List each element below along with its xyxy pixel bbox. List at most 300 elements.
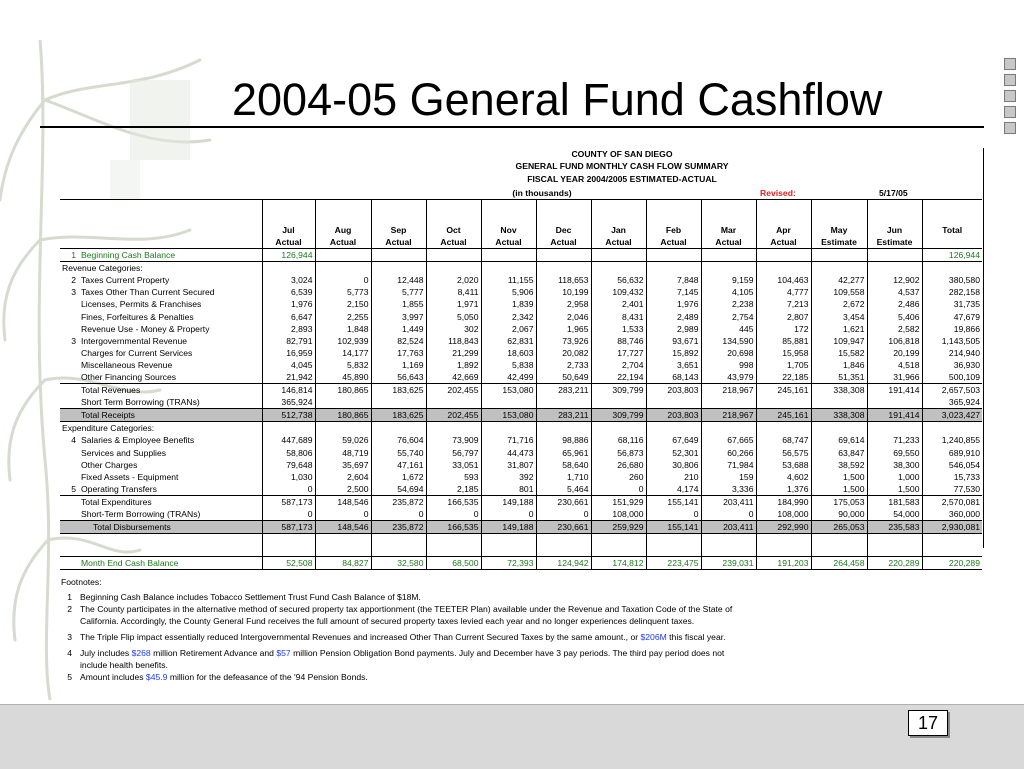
cell-value: 20,199 [867,347,922,359]
cell-value: 7,213 [756,298,811,310]
cell-value [922,262,982,275]
row-label [60,359,262,371]
cell-value: 62,831 [481,335,536,347]
cell-value [646,262,701,275]
cell-value: 2,989 [646,323,701,335]
cell-value: 183,625 [371,384,426,397]
row-label [60,495,262,508]
cell-value: 149,188 [481,521,536,534]
cell-value: 69,614 [811,434,867,446]
cell-value: 71,233 [867,434,922,446]
cell-value: 175,053 [811,495,867,508]
cell-value: 2,604 [315,471,371,483]
cell-value: 0 [262,508,315,521]
footnote-number: 1 [67,592,72,602]
cell-value [371,422,426,435]
row-label [60,286,262,298]
cell-value [591,262,646,275]
cell-value: 98,886 [536,434,591,446]
cell-value: 53,688 [756,459,811,471]
table-row [60,508,982,521]
footnote-highlight: $57 [276,648,291,658]
cell-value: 1,500 [867,483,922,496]
cell-value [591,396,646,409]
row-label [60,262,262,275]
cell-value: 36,930 [922,359,982,371]
row-number: 3 [71,287,76,298]
cell-value: 15,958 [756,347,811,359]
footnote-text: The County participates in the alternative method of secured property tax apportionment (the TEETER Plan) available under the Revenue and Taxation Code of the State of [80,604,733,614]
table-spacer [60,212,982,224]
page-number: 17 [908,710,948,736]
row-number: 5 [71,483,76,494]
footnote-number: 3 [67,632,72,642]
cell-value: 15,733 [922,471,982,483]
cell-value: 6,647 [262,310,315,322]
cell-value: 14,177 [315,347,371,359]
col-month: Nov [481,224,536,236]
cell-value: 1,533 [591,323,646,335]
footnote-highlight: $268 [131,648,151,658]
row-number: 3 [71,335,76,346]
cell-value: 108,000 [591,508,646,521]
cell-value: 42,277 [811,274,867,286]
cell-value: 191,414 [867,384,922,397]
cell-value: 148,546 [315,495,371,508]
cell-value: 72,393 [481,557,536,570]
cell-value: 118,843 [426,335,481,347]
footnotes-heading: Footnotes: [61,577,102,587]
cell-value [315,396,371,409]
cell-value: 801 [481,483,536,496]
table-top-spacer [60,200,982,213]
row-label-text: Licenses, Permits & Franchises [81,299,202,310]
col-month: Apr [756,224,811,236]
cell-value: 151,929 [591,495,646,508]
cell-value: 8,431 [591,310,646,322]
cell-value: 85,881 [756,335,811,347]
cell-value: 2,401 [591,298,646,310]
cell-value: 109,558 [811,286,867,298]
cell-value: 16,959 [262,347,315,359]
cell-value [867,249,922,262]
cell-value: 1,376 [756,483,811,496]
cell-value: 79,648 [262,459,315,471]
cell-value: 546,054 [922,459,982,471]
cell-value [591,249,646,262]
cell-value: 235,872 [371,521,426,534]
cell-value: 5,832 [315,359,371,371]
table-row [60,335,982,347]
cell-value: 309,799 [591,384,646,397]
row-label [60,298,262,310]
cell-value: 4,045 [262,359,315,371]
cell-value: 191,203 [756,557,811,570]
row-label [60,384,262,397]
footnote-highlight: $206M [640,632,667,642]
row-label-text: Total Receipts [81,410,135,421]
cell-value: 148,546 [315,521,371,534]
cell-value: 380,580 [922,274,982,286]
cashflow-table [60,199,982,570]
cell-value: 104,463 [756,274,811,286]
row-label [60,371,262,384]
footnote-text: Amount includes [80,672,146,682]
cell-value: 2,185 [426,483,481,496]
cell-value: 22,194 [591,371,646,384]
table-row [60,422,982,435]
cell-value: 73,909 [426,434,481,446]
cell-value: 15,582 [811,347,867,359]
cell-value: 82,524 [371,335,426,347]
row-label-text: Services and Supplies [81,447,167,458]
cell-value: 134,590 [701,335,756,347]
cell-value: 245,161 [756,384,811,397]
cell-value: 4,777 [756,286,811,298]
cell-value: 223,475 [646,557,701,570]
cell-value: 7,848 [646,274,701,286]
cell-value: 3,651 [646,359,701,371]
cell-value: 2,020 [426,274,481,286]
cell-value: 587,173 [262,495,315,508]
cell-value: 360,000 [922,508,982,521]
col-status: Actual [536,236,591,249]
cell-value: 73,926 [536,335,591,347]
row-label [60,521,262,534]
cell-value: 4,602 [756,471,811,483]
cell-value: 1,143,505 [922,335,982,347]
table-row [60,298,982,310]
report-header-units: (in thousands) [512,188,572,198]
cell-value: 26,680 [591,459,646,471]
cell-value: 2,570,081 [922,495,982,508]
row-label [60,409,262,422]
cell-value [756,396,811,409]
report-header-county: COUNTY OF SAN DIEGO [571,149,673,159]
footnote-text: July includes [80,648,132,658]
cell-value: 58,806 [262,447,315,459]
cell-value: 102,939 [315,335,371,347]
cell-value [481,249,536,262]
cell-value: 445 [701,323,756,335]
cell-value: 447,689 [262,434,315,446]
footnote-text: this fiscal year. [666,632,726,642]
table-row [60,371,982,384]
cell-value: 1,855 [371,298,426,310]
cell-value: 38,592 [811,459,867,471]
cell-value: 309,799 [591,409,646,422]
cell-value: 17,763 [371,347,426,359]
cell-value [867,396,922,409]
cell-value: 55,740 [371,447,426,459]
cell-value [867,262,922,275]
col-status: Estimate [867,236,922,249]
cell-value: 68,500 [426,557,481,570]
cell-value: 3,023,427 [922,409,982,422]
cell-value: 42,499 [481,371,536,384]
cell-value: 33,051 [426,459,481,471]
cell-value: 31,966 [867,371,922,384]
cell-value: 15,892 [646,347,701,359]
col-month: Sep [371,224,426,236]
cell-value: 159 [701,471,756,483]
cell-value: 90,000 [811,508,867,521]
table-right-border [983,148,984,548]
cell-value: 3,997 [371,310,426,322]
col-month: Jul [262,224,315,236]
cell-value: 172 [756,323,811,335]
cell-value [922,422,982,435]
row-label [60,323,262,335]
row-label-text: Other Financing Sources [81,371,177,382]
cell-value: 0 [315,274,371,286]
col-status [922,236,982,249]
cell-value: 220,289 [922,557,982,570]
table-row [60,447,982,459]
cell-value: 31,807 [481,459,536,471]
cell-value: 6,539 [262,286,315,298]
slide-title: 2004-05 General Fund Cashflow [232,74,883,125]
cell-value: 4,105 [701,286,756,298]
cell-value [481,262,536,275]
cell-value: 283,211 [536,384,591,397]
cell-value: 48,719 [315,447,371,459]
col-status: Estimate [811,236,867,249]
table-spacer [60,545,982,557]
table-row [60,384,982,397]
cell-value: 0 [262,483,315,496]
table-row [60,471,982,483]
cell-value [426,396,481,409]
cell-value: 51,351 [811,371,867,384]
footnote-text: million Retirement Advance and [150,648,277,658]
cell-value: 180,865 [315,409,371,422]
table-row [60,521,982,534]
cell-value: 239,031 [701,557,756,570]
cell-value: 109,432 [591,286,646,298]
section-label: Revenue Categories: [62,263,143,274]
row-label [60,447,262,459]
cell-value [371,249,426,262]
cell-value: 1,030 [262,471,315,483]
cell-value [591,422,646,435]
table-row [60,483,982,496]
cell-value: 12,902 [867,274,922,286]
cell-value: 5,773 [315,286,371,298]
cell-value: 153,080 [481,384,536,397]
cell-value: 106,818 [867,335,922,347]
cell-value: 184,990 [756,495,811,508]
cell-value: 259,929 [591,521,646,534]
cell-value: 43,979 [701,371,756,384]
cell-value: 245,161 [756,409,811,422]
row-label [60,274,262,286]
cell-value: 71,984 [701,459,756,471]
cell-value: 0 [426,508,481,521]
row-label [60,347,262,359]
cell-value: 2,489 [646,310,701,322]
cell-value: 1,839 [481,298,536,310]
row-label-text: Total Expenditures [81,496,152,507]
row-label-text: Intergovernmental Revenue [81,335,188,346]
cell-value: 146,814 [262,384,315,397]
col-status: Actual [701,236,756,249]
cell-value: 230,661 [536,521,591,534]
cell-value: 203,411 [701,495,756,508]
cell-value: 20,082 [536,347,591,359]
row-label [60,335,262,347]
cell-value: 126,944 [922,249,982,262]
cell-value: 587,173 [262,521,315,534]
row-label-text: Fixed Assets - Equipment [81,471,179,482]
cell-value: 12,448 [371,274,426,286]
table-row [60,347,982,359]
cell-value: 38,300 [867,459,922,471]
cell-value: 689,910 [922,447,982,459]
cell-value: 1,965 [536,323,591,335]
cell-value: 56,873 [591,447,646,459]
cell-value: 5,906 [481,286,536,298]
cell-value: 2,067 [481,323,536,335]
cell-value: 1,449 [371,323,426,335]
cell-value [481,396,536,409]
cell-value: 77,530 [922,483,982,496]
cell-value: 50,649 [536,371,591,384]
col-month: May [811,224,867,236]
cell-value: 235,583 [867,521,922,534]
cell-value: 4,537 [867,286,922,298]
cell-value: 82,791 [262,335,315,347]
row-label-text: Short-Term Borrowing (TRANs) [81,509,201,520]
cell-value: 54,000 [867,508,922,521]
cell-value [315,262,371,275]
cell-value: 31,735 [922,298,982,310]
cell-value [481,422,536,435]
cell-value: 69,550 [867,447,922,459]
cell-value: 126,944 [262,249,315,262]
cell-value: 21,299 [426,347,481,359]
cell-value: 108,000 [756,508,811,521]
revised-date: 5/17/05 [879,188,908,198]
cell-value: 2,150 [315,298,371,310]
footnote-number: 5 [67,672,72,682]
table-row [60,396,982,409]
cell-value [536,249,591,262]
cell-value: 0 [701,508,756,521]
cell-value [701,396,756,409]
cell-value: 2,807 [756,310,811,322]
cell-value: 0 [371,508,426,521]
cell-value [426,249,481,262]
table-row [60,495,982,508]
cell-value: 21,942 [262,371,315,384]
col-month: Oct [426,224,481,236]
row-label [60,557,262,570]
cell-value: 998 [701,359,756,371]
cell-value: 84,827 [315,557,371,570]
cell-value: 1,846 [811,359,867,371]
cell-value: 109,947 [811,335,867,347]
cell-value: 1,000 [867,471,922,483]
cell-value: 1,500 [811,483,867,496]
col-status: Actual [481,236,536,249]
cell-value: 60,266 [701,447,756,459]
cell-value: 180,865 [315,384,371,397]
cell-value: 88,746 [591,335,646,347]
table-row [60,459,982,471]
cell-value: 1,892 [426,359,481,371]
cell-value: 32,580 [371,557,426,570]
footnote-number: 4 [67,648,72,658]
cell-value: 68,747 [756,434,811,446]
row-label [60,508,262,521]
cell-value: 214,940 [922,347,982,359]
cell-value: 202,455 [426,409,481,422]
cell-value: 59,026 [315,434,371,446]
cell-value: 174,812 [591,557,646,570]
row-label [60,434,262,446]
cell-value: 282,158 [922,286,982,298]
col-status: Actual [591,236,646,249]
cell-value: 1,848 [315,323,371,335]
report-header-fiscal-year: FISCAL YEAR 2004/2005 ESTIMATED-ACTUAL [527,174,717,184]
column-header-status [60,236,982,249]
row-label-text: Taxes Current Property [81,275,170,286]
cell-value [646,396,701,409]
cell-value: 9,159 [701,274,756,286]
col-month: Jun [867,224,922,236]
col-month: Jan [591,224,646,236]
cell-value: 2,486 [867,298,922,310]
column-header-month [60,224,982,236]
cell-value [811,422,867,435]
cell-value: 218,967 [701,409,756,422]
cell-value: 235,872 [371,495,426,508]
cell-value: 56,632 [591,274,646,286]
table-row [60,249,982,262]
col-month: Aug [315,224,371,236]
cell-value: 5,838 [481,359,536,371]
row-number: 2 [71,275,76,286]
cell-value: 4,174 [646,483,701,496]
cell-value [262,422,315,435]
row-number: 1 [71,250,76,261]
col-month: Mar [701,224,756,236]
footnote-text: The Triple Flip impact essentially reduced Intergovernmental Revenues and increased Other Than Current Secured Taxes by the same amount., or [80,632,641,642]
footnote-number: 2 [67,604,72,614]
cell-value: 264,458 [811,557,867,570]
report-header-summary: GENERAL FUND MONTHLY CASH FLOW SUMMARY [515,161,729,171]
cell-value: 30,806 [646,459,701,471]
table-row [60,557,982,570]
cell-value [646,249,701,262]
cell-value [536,422,591,435]
cell-value [536,396,591,409]
table-row [60,359,982,371]
cell-value: 0 [646,508,701,521]
cell-value: 2,893 [262,323,315,335]
row-label [60,471,262,483]
cell-value: 220,289 [867,557,922,570]
cell-value: 17,727 [591,347,646,359]
col-month: Dec [536,224,591,236]
cell-value: 218,967 [701,384,756,397]
cell-value: 292,990 [756,521,811,534]
cell-value: 365,924 [262,396,315,409]
cell-value: 76,604 [371,434,426,446]
cell-value: 52,301 [646,447,701,459]
cell-value [756,422,811,435]
